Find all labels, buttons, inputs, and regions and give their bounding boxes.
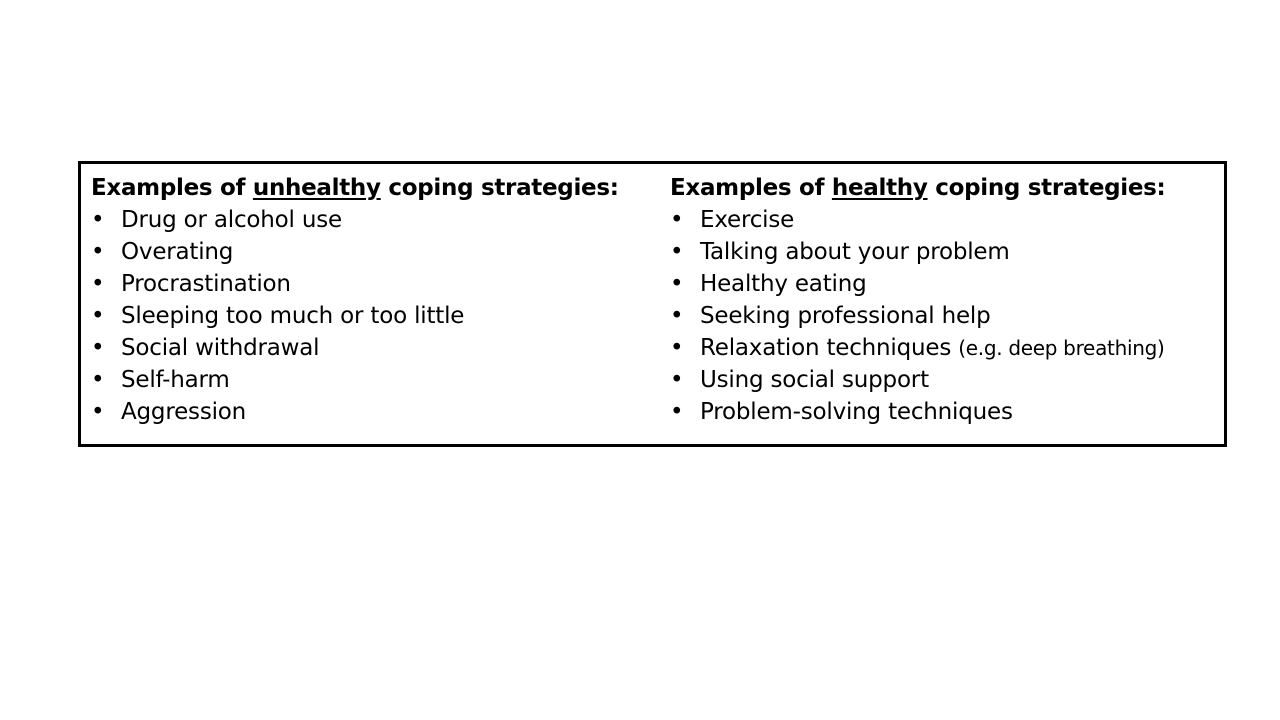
unhealthy-heading-suffix: coping strategies: [380,175,619,201]
list-item [91,236,661,268]
healthy-heading-suffix: coping strategies: [927,175,1166,201]
list-item [670,204,1220,236]
list-item [91,300,661,332]
bullet-icon: • [670,239,684,265]
list-item [91,364,661,396]
list-item-text: Problem-solving techniques [700,399,1013,425]
list-item [91,332,661,364]
unhealthy-list [91,204,661,428]
list-item-text: Aggression [121,399,247,425]
list-item [670,396,1220,428]
list-item-text: Overating [121,239,234,265]
bullet-icon: • [91,367,105,393]
healthy-heading-prefix: Examples of [670,175,832,201]
list-item [91,396,661,428]
unhealthy-heading-emphasis: unhealthy [252,175,381,201]
bullet-icon: • [670,271,684,297]
list-item [670,364,1220,396]
list-item [670,236,1220,268]
list-item-text: Sleeping too much or too little [121,303,465,329]
unhealthy-heading-prefix: Examples of [91,175,253,201]
list-item-text: Social withdrawal [121,335,320,361]
coping-strategies-box [78,161,1227,447]
list-item-text: Self-harm [121,367,230,393]
bullet-icon: • [670,335,684,361]
list-item-text: Drug or alcohol use [121,207,342,233]
bullet-icon: • [670,399,684,425]
bullet-icon: • [91,303,105,329]
unhealthy-column [91,172,661,428]
list-item-text: Exercise [700,207,795,233]
list-item [670,268,1220,300]
bullet-icon: • [91,271,105,297]
healthy-column [670,172,1220,428]
bullet-icon: • [91,207,105,233]
list-item [670,332,1220,364]
bullet-icon: • [91,239,105,265]
list-item-text: Talking about your problem [700,239,1010,265]
list-item [670,300,1220,332]
bullet-icon: • [670,207,684,233]
bullet-icon: • [670,367,684,393]
list-item-text: Procrastination [121,271,291,297]
healthy-heading-emphasis: healthy [831,175,928,201]
list-item [91,204,661,236]
bullet-icon: • [91,335,105,361]
healthy-heading [670,172,1220,204]
relaxation-note: (e.g. deep breathing) [958,336,1165,360]
list-item-text: Healthy eating [700,271,867,297]
list-item-text: Seeking professional help [700,303,991,329]
list-item [91,268,661,300]
unhealthy-heading [91,172,661,204]
list-item-text: Using social support [700,367,929,393]
list-item-text: Relaxation techniques [700,335,952,361]
bullet-icon: • [91,399,105,425]
healthy-list [670,204,1220,428]
bullet-icon: • [670,303,684,329]
